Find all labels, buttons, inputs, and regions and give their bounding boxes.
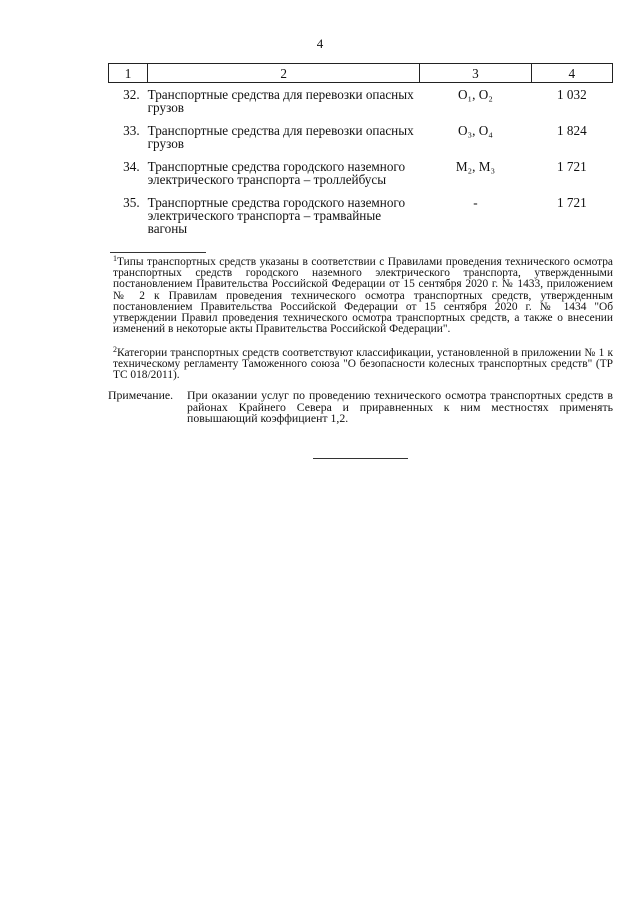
end-rule [313, 458, 408, 459]
price: 1 032 [556, 87, 587, 102]
vehicle-type: Транспортные средства для перевозки опасных грузов [147, 123, 414, 151]
vehicle-category: - [473, 195, 478, 210]
vehicle-category: O₁, O₂ [458, 87, 493, 102]
row-number: 34. [123, 159, 140, 174]
page-number: 4 [316, 36, 324, 51]
vehicle-type: Транспортные средства для перевозки опасных грузов [147, 87, 414, 115]
row-number: 33. [123, 123, 140, 138]
footnote-1 [113, 254, 613, 336]
price: 1 824 [556, 123, 587, 138]
row-number: 32. [123, 87, 140, 102]
footnote-mark: 2 [113, 345, 117, 354]
row-number: 35. [123, 195, 140, 210]
table-row [109, 83, 613, 120]
table-row [109, 191, 613, 240]
price: 1 721 [556, 195, 587, 210]
header-col-3: 3 [420, 64, 531, 83]
footnote-mark: 1 [113, 254, 117, 263]
vehicle-type: Транспортные средства городского наземного электрического транспорта – трамвайные вагоны [147, 195, 406, 236]
vehicle-category: O₃, O₄ [458, 123, 493, 138]
vehicle-category: M₂, M₃ [455, 159, 496, 174]
header-col-4: 4 [531, 64, 612, 83]
table-row [109, 155, 613, 191]
note-label: Примечание. [108, 388, 174, 402]
note-text: При оказании услуг по проведению технического осмотра транспортных средств в районах Крайнего Севера и приравненных к ним местностях применять повышающий коэффициент 1,2. [187, 388, 613, 426]
price: 1 721 [556, 159, 587, 174]
footnote-text: Типы транспортных средств указаны в соответствии с Правилами проведения технического осмотра транспортных средств городского наземного электрического транспорта, утвержденными постановлением Правительства Российской Федерации от 15 сентября 2020 г. № 1433, приложением № 2 к Правилам проведения технического осмотра транспортных средств, утвержденным постановлением Правительства Российской Федерации от 15 сентября 2020 г. № 1434 "Об утверждении Правил проведения технического осмотра транспортных средств, а также о внесении изменений в некоторые акты Правительства Российской Федерации". [113, 256, 613, 336]
vehicle-type: Транспортные средства городского наземного электрического транспорта – троллейбусы [147, 159, 406, 187]
table-row [109, 119, 613, 155]
header-col-1: 1 [109, 64, 148, 83]
footnote-2 [113, 345, 613, 382]
tariff-table [108, 63, 613, 240]
footnote-separator [110, 252, 206, 253]
table-header-row [109, 64, 613, 83]
header-col-2: 2 [148, 64, 420, 83]
footnote-text: Категории транспортных средств соответствуют классификации, установленной в приложении № 1 к техническому регламенту Таможенного союза "О безопасности колесных транспортных средств" (ТР ТС 018/2011). [113, 347, 613, 382]
